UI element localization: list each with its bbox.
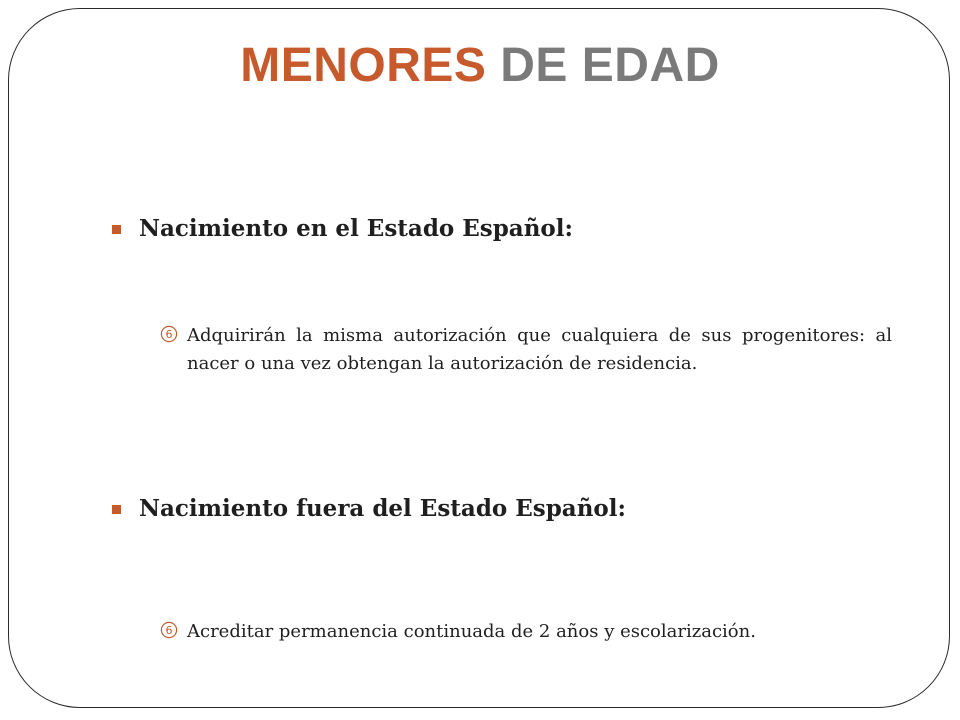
- circled-six-icon: [160, 621, 178, 639]
- slide-title: [0, 38, 960, 93]
- bullet-heading: Nacimiento en el Estado Español:: [139, 215, 574, 242]
- square-bullet-icon: [112, 225, 121, 234]
- bullet-heading: Nacimiento fuera del Estado Español:: [139, 495, 626, 522]
- svg-text:6: 6: [165, 328, 173, 341]
- title-part-2: DE EDAD: [500, 39, 720, 92]
- title-part-1: MENORES: [240, 39, 487, 92]
- sub-bullet-text: Adquirirán la misma autorización que cualquiera de sus progenitores: al nacer o una vez obtengan la autorización de residencia.: [187, 325, 892, 374]
- svg-text:6: 6: [165, 624, 173, 637]
- sub-bullet-text: Acreditar permanencia continuada de 2 años y escolarización.: [187, 621, 756, 642]
- square-bullet-icon: [112, 505, 121, 514]
- circled-six-icon: [160, 325, 178, 343]
